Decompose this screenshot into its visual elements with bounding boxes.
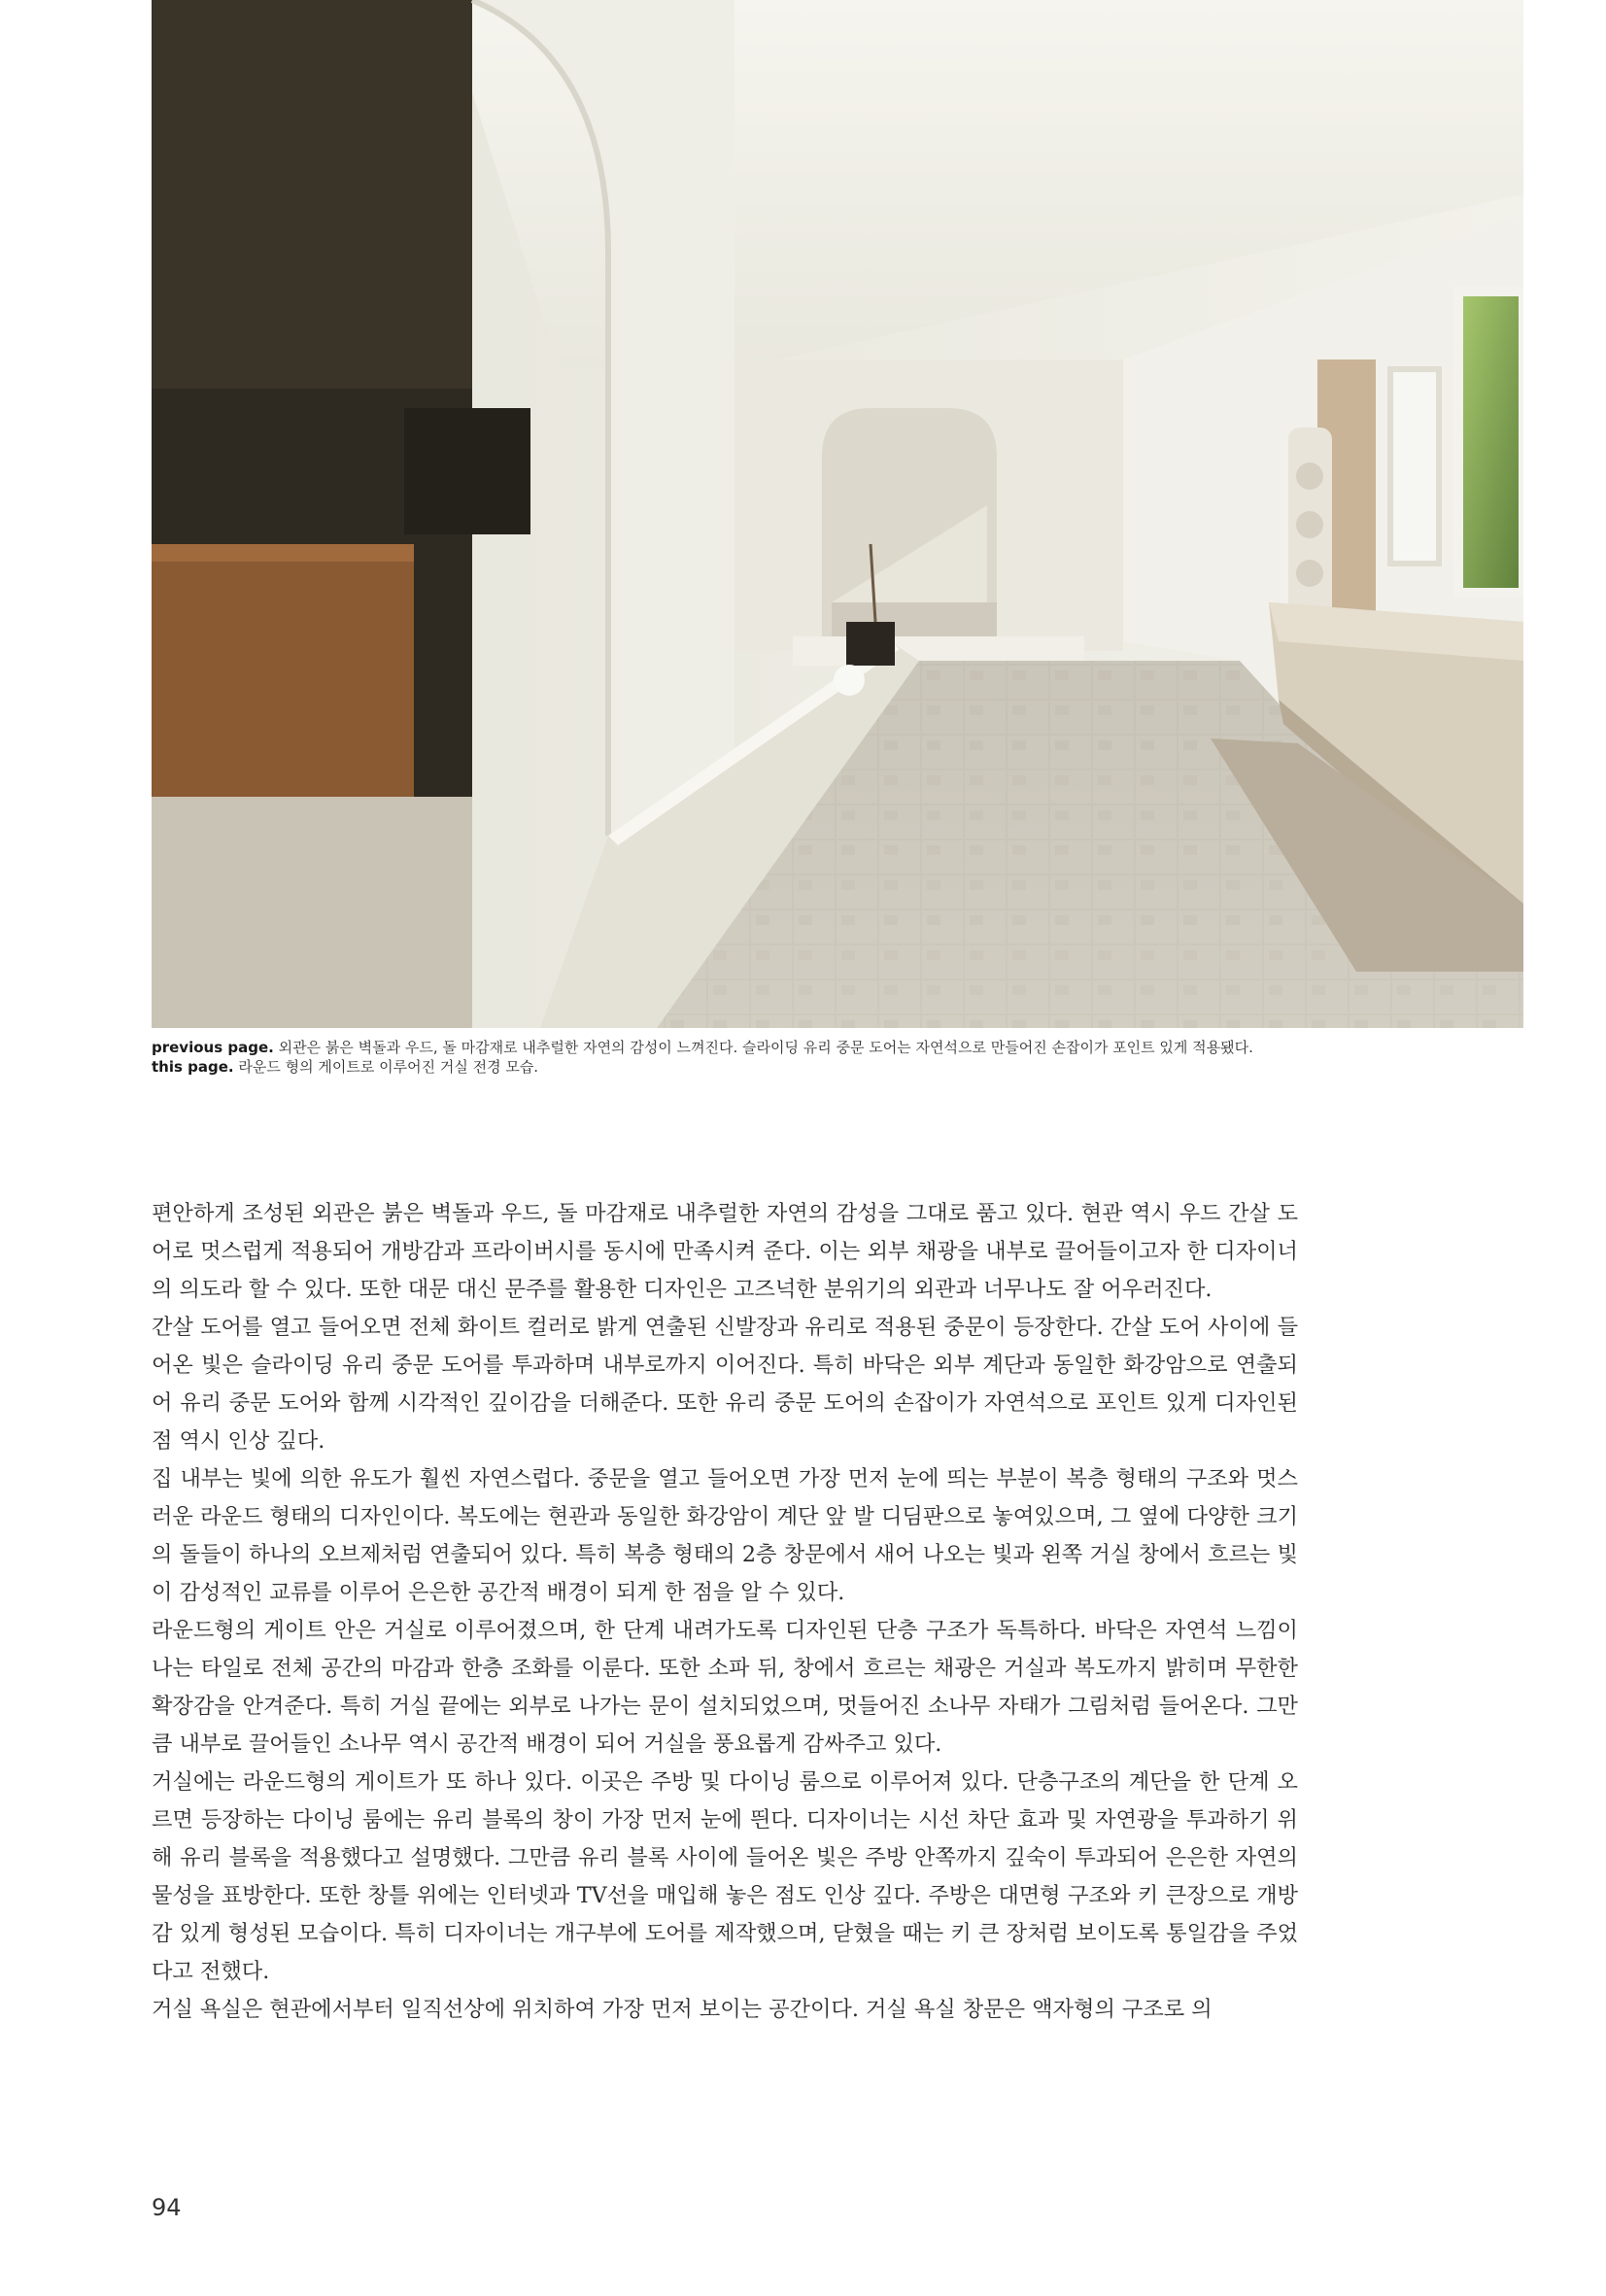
caption-text: 라운드 형의 게이트로 이루어진 거실 전경 모습. [238,1058,539,1076]
paragraph: 라운드형의 게이트 안은 거실로 이루어졌으며, 한 단계 내려가도록 디자인된 단층 구조가 독특하다. 바닥은 자연석 느낌이 나는 타일로 전체 공간의 마감과 한층 조화를 이룬다. 또한 소파 뒤, 창에서 흐르는 채광은 거실과 복도까지 밝히며 무한한 확장감을 안겨준다. 특히 거실 끝에는 외부로 나가는 문이 설치되었으며, 멋들어진 소나무 자태가 그림처럼 들어온다. 그만큼 내부로 끌어들인 소나무 역시 공간적 배경이 되어 거실을 풍요롭게 감싸주고 있다. [152,1618,1298,1757]
paragraph: 거실에는 라운드형의 게이트가 또 하나 있다. 이곳은 주방 및 다이닝 룸으로 이루어져 있다. 단층구조의 계단을 한 단계 오르면 등장하는 다이닝 룸에는 유리 블록의 창이 가장 먼저 눈에 띈다. 디자이너는 시선 차단 효과 및 자연광을 투과하기 위해 유리 블록을 적용했다고 설명했다. 그만큼 유리 블록 사이에 들어온 빛은 주방 안쪽까지 깊숙이 투과되어 은은한 자연의 물성을 표방한다. 또한 창틀 위에는 인터넷과 TV선을 매입해 놓은 점도 인상 깊다. 주방은 대면형 구조와 키 큰장으로 개방감 있게 형성된 모습이다. 특히 디자이너는 개구부에 도어를 제작했으며, 닫혔을 때는 키 큰 장처럼 보이도록 통일감을 주었다고 전했다. [152,1769,1298,1984]
page-number: 94 [152,2194,182,2221]
paragraph: 편안하게 조성된 외관은 붉은 벽돌과 우드, 돌 마감재로 내추럴한 자연의 감성을 그대로 품고 있다. 현관 역시 우드 간살 도어로 멋스럽게 적용되어 개방감과 프라이버시를 동시에 만족시켜 준다. 이는 외부 채광을 내부로 끌어들이고자 한 디자이너의 의도라 할 수 있다. 또한 대문 대신 문주를 활용한 디자인은 고즈넉한 분위기의 외관과 너무나도 잘 어우러진다. [152,1201,1298,1302]
photo-captions [152,1038,1523,1077]
paragraph: 간살 도어를 열고 들어오면 전체 화이트 컬러로 밝게 연출된 신발장과 유리로 적용된 중문이 등장한다. 간살 도어 사이에 들어온 빛은 슬라이딩 유리 중문 도어를 투과하며 내부로까지 이어진다. 특히 바닥은 외부 계단과 동일한 화강암으로 연출되어 유리 중문 도어와 함께 시각적인 깊이감을 더해준다. 또한 유리 중문 도어의 손잡이가 자연석으로 포인트 있게 디자인된 점 역시 인상 깊다. [152,1315,1298,1454]
caption-text: 외관은 붉은 벽돌과 우드, 돌 마감재로 내추럴한 자연의 감성이 느껴진다. 슬라이딩 유리 중문 도어는 자연석으로 만들어진 손잡이가 포인트 있게 적용됐다. [278,1039,1253,1056]
caption-previous-page [152,1038,1523,1057]
paragraph: 집 내부는 빛에 의한 유도가 훨씬 자연스럽다. 중문을 열고 들어오면 가장 먼저 눈에 띄는 부분이 복층 형태의 구조와 멋스러운 라운드 형태의 디자인이다. 복도에는 현관과 동일한 화강암이 계단 앞 발 디딤판으로 놓여있으며, 그 옆에 다양한 크기의 돌들이 하나의 오브제처럼 연출되어 있다. 특히 복층 형태의 2층 창문에서 새어 나오는 빛과 왼쪽 거실 창에서 흐르는 빛이 감성적인 교류를 이루어 은은한 공간적 배경이 되게 한 점을 알 수 있다. [152,1466,1298,1605]
article-body [152,1195,1298,2029]
caption-this-page [152,1057,1523,1077]
caption-label: previous page. [152,1039,274,1056]
caption-label: this page. [152,1058,234,1076]
paragraph: 거실 욕실은 현관에서부터 일직선상에 위치하여 가장 먼저 보이는 공간이다. 거실 욕실 창문은 액자형의 구조로 의 [152,1997,1213,2022]
living-room-photo [152,0,1523,1028]
